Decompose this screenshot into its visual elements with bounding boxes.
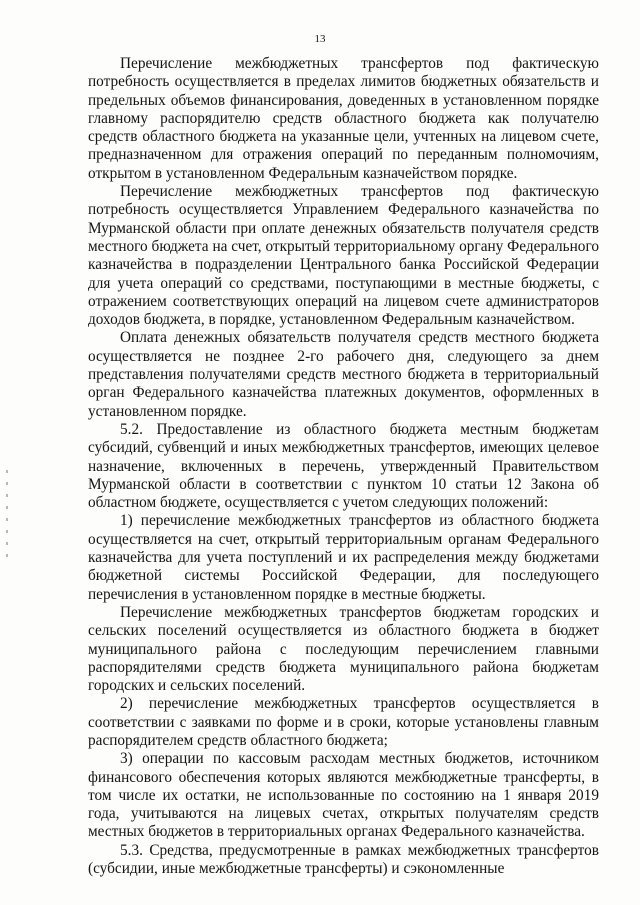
paragraph-settlements-transfer: Перечисление межбюджетных трансфертов бюджетам городских и сельских поселений осуществляется из областного бюджета в бюджет муниципального района с последующим перечислением главными распорядителями средств бюджета муниципального района бюджетам городских и сельских поселений. (88, 603, 599, 695)
scan-mark (6, 530, 8, 533)
scan-edge-marks (6, 470, 10, 590)
paragraph-item-3: 3) операции по кассовым расходам местных бюджетов, источником финансового обеспечения которых являются межбюджетные трансферты, в том числе их остатки, не использованные по состоянию на 1 января 2019 года, учитываются на лицевых счетах, открытых получателям средств местных бюджетов в территориальных органах Федерального казначейства. (88, 750, 599, 841)
scan-mark (6, 494, 8, 497)
scan-mark (6, 554, 8, 557)
scan-mark (6, 470, 8, 473)
scan-mark (6, 506, 8, 509)
paragraph-section-5-2: 5.2. Предоставление из областного бюджета местным бюджетам субсидий, субвенций и иных межбюджетных трансфертов, имеющих целевое назначение, включенных в перечень, утвержденный Правительством Мурманской области в соответствии с пунктом 10 статьи 12 Закона об областном бюджете, осуществляется с учетом следующих положений: (88, 420, 599, 512)
paragraph-item-2: 2) перечисление межбюджетных трансфертов осуществляется в соответствии с заявками по форме и в сроки, которые установлены главным распорядителем средств областного бюджета; (88, 695, 599, 749)
paragraph-payment-deadline: Оплата денежных обязательств получателя средств местного бюджета осуществляется не позднее 2-го рабочего дня, следующего за днем представления получателями средств местного бюджета в территориальный орган Федерального казначейства платежных документов, оформленных в установленном порядке. (88, 329, 599, 420)
paragraph-item-1: 1) перечисление межбюджетных трансфертов из областного бюджета осуществляется на счет, открытый территориальным органам Федерального казначейства для учета поступлений и их распределения между бюджетами бюджетной системы Российской Федерации, для последующего перечисления в установленном порядке в местные бюджеты. (88, 512, 599, 603)
scan-mark (6, 482, 8, 485)
document-body (88, 55, 599, 878)
paragraph-transfer-limits: Перечисление межбюджетных трансфертов под фактическую потребность осуществляется в пределах лимитов бюджетных обязательств и предельных объемов финансирования, доведенных в установленном порядке главному распорядителю средств областного бюджета как получателю средств областного бюджета на указанные цели, учтенных на лицевом счете, предназначенном для отражения операций по переданным полномочиям, открытом в установленном Федеральным казначейством порядке. (88, 55, 599, 182)
page-number: 13 (314, 33, 326, 45)
scan-mark (6, 518, 8, 521)
scan-mark (6, 542, 8, 545)
paragraph-section-5-3: 5.3. Средства, предусмотренные в рамках межбюджетных трансфертов (субсидии, иные межбюджетные трансферты) и сэкономленные (88, 841, 599, 878)
paragraph-treasury-transfer: Перечисление межбюджетных трансфертов под фактическую потребность осуществляется Управлением Федерального казначейства по Мурманской области при оплате денежных обязательств получателя средств местного бюджета на счет, открытый территориальному органу Федерального казначейства в подразделении Центрального банка Российской Федерации для учета операций со средствами, поступающими в местные бюджеты, с отражением соответствующих операций на лицевом счете администраторов доходов бюджета, в порядке, установленном Федеральным казначейством. (88, 183, 599, 329)
